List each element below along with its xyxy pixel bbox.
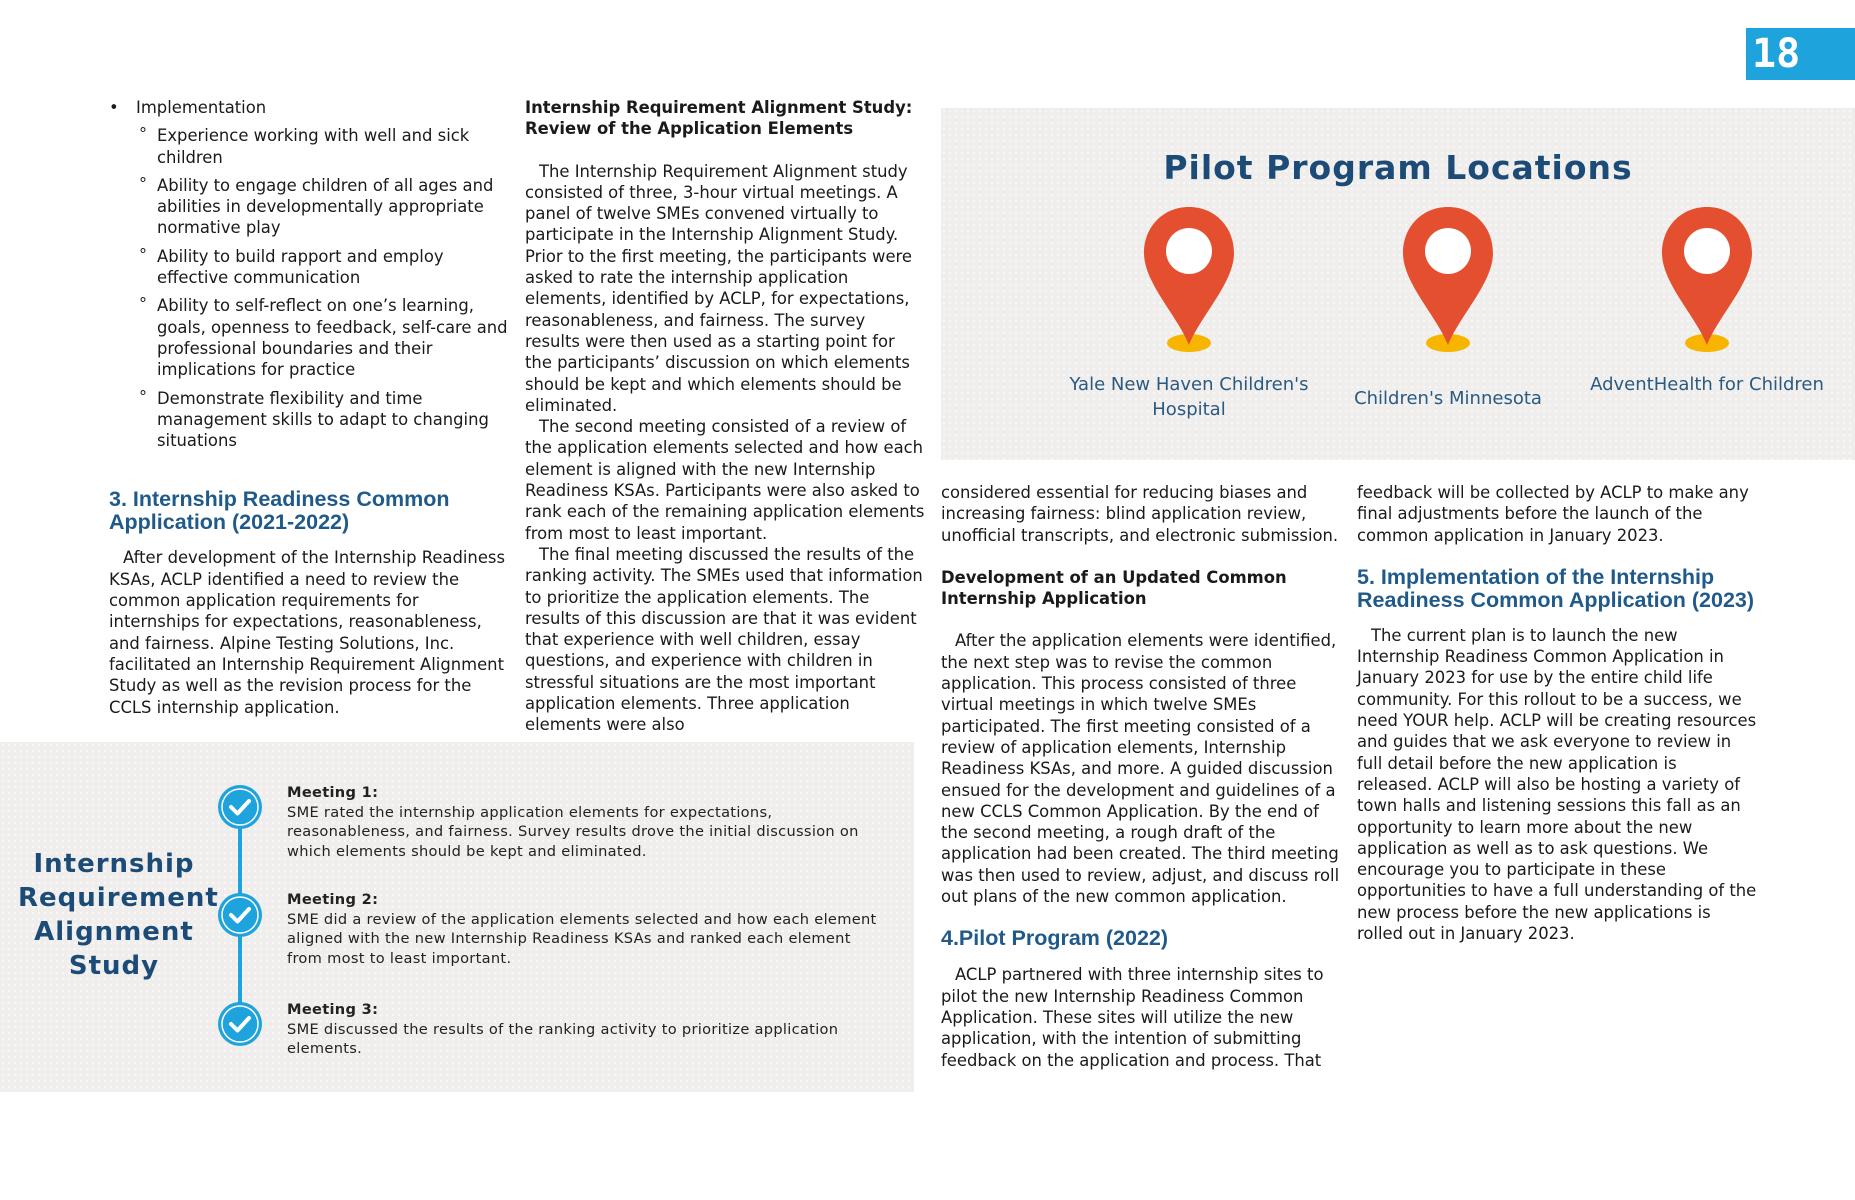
column-2: [525, 97, 925, 736]
paragraph: After development of the Internship Readiness KSAs, ACLP identified a need to review the common application requirements for internships for expectations, reasonableness, and fairness. Alpine Testing Solutions, Inc. facilitated an Internship Requirement Alignment Study as well as the revision process for the CCLS internship application.: [109, 548, 505, 717]
meeting-title: Meeting 2:: [287, 891, 379, 908]
location-pin-icon: [1139, 205, 1239, 355]
meeting-2: [287, 890, 877, 968]
location-label: AdventHealth for Children: [1590, 374, 1824, 395]
meeting-title: Meeting 1:: [287, 784, 379, 801]
paragraph: considered essential for reducing biases and increasing fairness: blind application review, unofficial transcripts, and electronic submission.: [941, 483, 1339, 545]
pilot-locations-graphic: [941, 108, 1855, 460]
paragraph: The current plan is to launch the new Internship Readiness Common Application in January 2023 for use by the entire child life community. For this rollout to be a success, we need YOUR help. ACLP will be creating resources and guides that we ask everyone to review in full detail before the new application is released. ACLP will also be hosting a variety of town halls and listening sessions this fall as an opportunity to learn more about the new application as well as to ask questions. We encourage you to participate in these opportunities to have a full understanding of the new process before the new applications is rolled out in January 2023.: [1357, 625, 1757, 944]
alignment-study-heading: Internship Requirement Alignment Study: Review of the Application Elements: [525, 98, 913, 139]
paragraph: feedback will be collected by ACLP to make any final adjustments before the launch of the common application in January 2023.: [1357, 483, 1749, 545]
list-item: ° Ability to build rapport and employ effective communication: [136, 246, 509, 289]
paragraph: The second meeting consisted of a review of the application elements selected and how each element is aligned with the new Internship Readiness KSAs. Participants were also asked to rank each of the remaining application elements from most to least important.: [525, 417, 925, 543]
location-label: Yale New Haven Children's Hospital: [1069, 374, 1309, 420]
alignment-graphic-title: Internship Requirement Alignment Study: [18, 849, 219, 981]
page-number: 18: [1746, 28, 1855, 80]
check-circle-icon: [217, 1001, 263, 1047]
meeting-3: [287, 1000, 877, 1059]
paragraph: The final meeting discussed the results of the ranking activity. The SMEs used that information to prioritize the application elements. The results of this discussion are that it was evident that experience with well children, essay questions, and experience with children in stressful situations are the most important application elements. Three application elements were also: [525, 544, 923, 735]
meeting-text: SME rated the internship application elements for expectations, reasonableness, and fairness. Survey results drove the initial discussion on which elements should be kept and eliminated.: [287, 803, 859, 860]
updated-application-heading: Development of an Updated Common Internship Application: [941, 567, 1287, 609]
alignment-study-graphic: [0, 742, 914, 1092]
list-item: ° Demonstrate flexibility and time management skills to adapt to changing situations: [136, 388, 509, 452]
section-heading-4: 4.Pilot Program (2022): [941, 926, 1169, 951]
bullet-list: [109, 97, 509, 451]
meeting-title: Meeting 3:: [287, 1001, 379, 1018]
location-pin-icon: [1657, 205, 1757, 355]
check-circle-icon: [217, 784, 263, 830]
bullet-label: Implementation: [136, 98, 267, 117]
list-item: ° Experience working with well and sick children: [136, 125, 509, 168]
meeting-text: SME did a review of the application elements selected and how each element aligned with the new Internship Readiness KSAs and ranked each element from most to least important.: [287, 910, 877, 967]
meeting-1: [287, 783, 877, 861]
section-heading-5: 5. Implementation of the Internship Readiness Common Application (2023): [1357, 564, 1755, 612]
list-item: ° Ability to self-reflect on one’s learning, goals, openness to feedback, self-care and professional boundaries and their implications for practice: [136, 295, 509, 380]
paragraph: The Internship Requirement Alignment study consisted of three, 3-hour virtual meetings. A panel of twelve SMEs convened virtually to participate in the Internship Alignment Study. Prior to the first meeting, the participants were asked to rate the internship application elements, identified by ACLP, for expectations, reasonableness, and fairness. The survey results were then used as a starting point for the participants’ discussion on which elements should be kept and which elements should be eliminated.: [525, 161, 913, 415]
location-pin-icon: [1398, 205, 1498, 355]
column-3: [941, 482, 1341, 1071]
list-item: ° Ability to engage children of all ages and abilities in developmentally appropriate normative play: [136, 175, 509, 239]
paragraph: After the application elements were identified, the next step was to revise the common application. This process consisted of three virtual meetings in which twelve SMEs participated. The first meeting consisted of a review of application elements, Internship Readiness KSAs, and more. A guided discussion ensued for the development and guidelines of a new CCLS Common Application. By the end of the second meeting, a rough draft of the application had been created. The third meeting was then used to review, adjust, and discuss roll out plans of the new common application.: [941, 631, 1340, 907]
check-circle-icon: [217, 892, 263, 938]
column-4: [1357, 482, 1757, 944]
list-item: [109, 97, 509, 451]
sub-bullet-list: [136, 125, 509, 451]
section-heading-3: 3. Internship Readiness Common Application (2021-2022): [109, 487, 450, 535]
meeting-text: SME discussed the results of the ranking activity to prioritize application elements.: [287, 1020, 839, 1057]
location-label: Children's Minnesota: [1354, 388, 1542, 409]
pilot-graphic-title: Pilot Program Locations: [1163, 148, 1633, 187]
paragraph: ACLP partnered with three internship sites to pilot the new Internship Readiness Common Application. These sites will utilize the new application, with the intention of submitting feedback on the application and process. That: [941, 965, 1324, 1070]
column-1: [109, 97, 509, 718]
